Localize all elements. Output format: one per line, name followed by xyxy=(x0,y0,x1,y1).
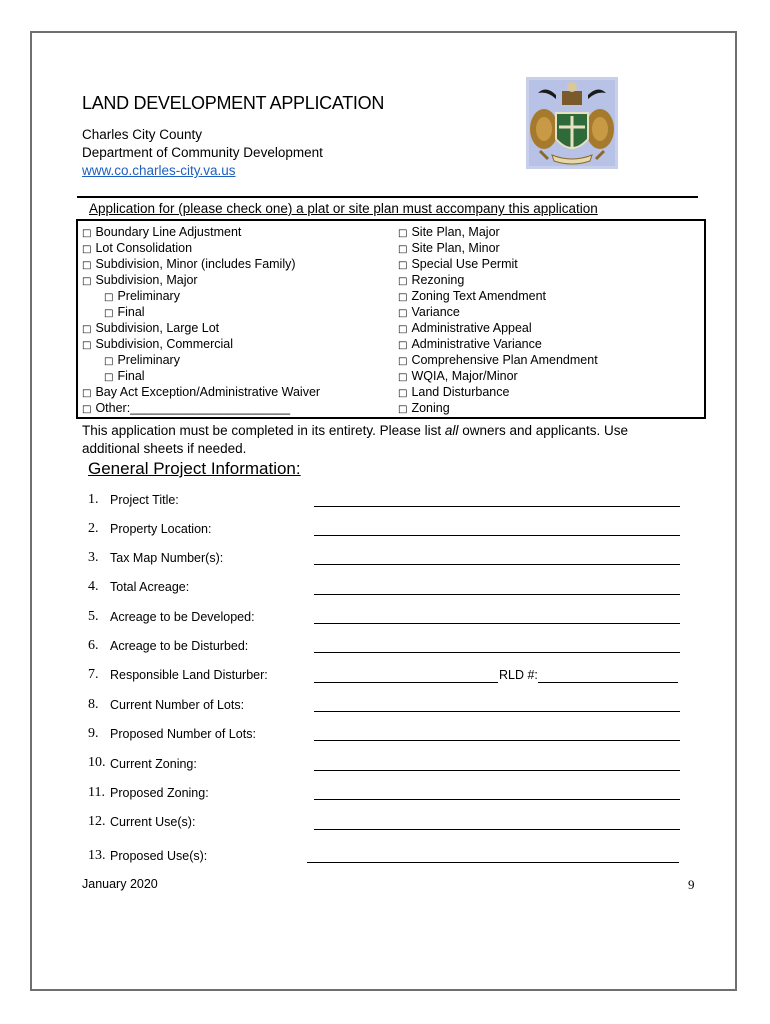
field-label-tax-map-number: Tax Map Number(s): xyxy=(110,551,224,565)
rld-number-label: RLD #: xyxy=(499,668,538,682)
option-commercial-final[interactable]: □ Final xyxy=(104,369,145,383)
field-label-current-zoning: Current Zoning: xyxy=(110,757,197,771)
checkbox[interactable]: □ xyxy=(398,276,408,287)
current-zoning-input[interactable] xyxy=(314,770,680,771)
field-label-total-acreage: Total Acreage: xyxy=(110,580,190,594)
option-special-use-permit[interactable]: □ Special Use Permit xyxy=(398,257,518,271)
rld-number-input[interactable] xyxy=(538,682,678,683)
checkbox[interactable]: □ xyxy=(82,340,92,351)
checkbox[interactable]: □ xyxy=(104,292,114,303)
field-number: 1. xyxy=(88,492,99,507)
option-other[interactable]: □ Other:_______________________ xyxy=(82,401,291,415)
checkbox[interactable]: □ xyxy=(398,356,408,367)
option-administrative-appeal[interactable]: □ Administrative Appeal xyxy=(398,321,532,335)
current-lots-input[interactable] xyxy=(314,711,680,712)
page-number: 9 xyxy=(688,877,695,892)
field-label-proposed-lots: Proposed Number of Lots: xyxy=(110,727,256,741)
property-location-input[interactable] xyxy=(314,535,680,536)
checkbox[interactable]: □ xyxy=(398,404,408,415)
tax-map-number-input[interactable] xyxy=(314,564,680,565)
checkbox[interactable]: □ xyxy=(398,372,408,383)
checkbox[interactable]: □ xyxy=(398,260,408,271)
instructions-text: This application must be completed in its entirety. Please list all owners and applicants. Use additional sheets if needed. xyxy=(82,423,629,456)
option-boundary-line-adjustment[interactable]: □ Boundary Line Adjustment xyxy=(82,225,242,239)
section-divider xyxy=(77,196,698,198)
option-site-plan-minor[interactable]: □ Site Plan, Minor xyxy=(398,241,500,255)
field-number: 4. xyxy=(88,579,99,594)
field-label-current-lots: Current Number of Lots: xyxy=(110,698,245,712)
county-seal-icon xyxy=(526,77,618,169)
option-subdivision-commercial[interactable]: □ Subdivision, Commercial xyxy=(82,337,234,351)
option-commercial-preliminary[interactable]: □ Preliminary xyxy=(104,353,180,367)
county-name: Charles City County xyxy=(82,127,203,142)
footer-date: January 2020 xyxy=(82,877,158,891)
proposed-lots-input[interactable] xyxy=(314,740,680,741)
field-label-acreage-developed: Acreage to be Developed: xyxy=(110,610,255,624)
proposed-uses-input[interactable] xyxy=(307,862,679,863)
acreage-disturbed-input[interactable] xyxy=(314,652,680,653)
checkbox[interactable]: □ xyxy=(398,388,408,399)
checkbox[interactable]: □ xyxy=(398,324,408,335)
field-number: 12. xyxy=(88,814,106,829)
proposed-zoning-input[interactable] xyxy=(314,799,680,800)
option-rezoning[interactable]: □ Rezoning xyxy=(398,273,465,287)
option-comprehensive-plan-amendment[interactable]: □ Comprehensive Plan Amendment xyxy=(398,353,598,367)
option-major-final[interactable]: □ Final xyxy=(104,305,145,319)
field-number: 11. xyxy=(88,785,105,800)
application-type-heading: Application for (please check one) a plat or site plan must accompany this application xyxy=(89,201,598,216)
option-administrative-variance[interactable]: □ Administrative Variance xyxy=(398,337,542,351)
field-number: 8. xyxy=(88,697,99,712)
option-subdivision-large-lot[interactable]: □ Subdivision, Large Lot xyxy=(82,321,220,335)
field-number: 10. xyxy=(88,755,106,770)
checkbox[interactable]: □ xyxy=(398,340,408,351)
option-zoning[interactable]: □ Zoning xyxy=(398,401,450,415)
checkbox[interactable]: □ xyxy=(398,228,408,239)
field-number: 13. xyxy=(88,848,106,863)
field-number: 3. xyxy=(88,550,99,565)
field-label-project-title: Project Title: xyxy=(110,493,179,507)
checkbox[interactable]: □ xyxy=(82,388,92,399)
field-label-acreage-disturbed: Acreage to be Disturbed: xyxy=(110,639,249,653)
option-variance[interactable]: □ Variance xyxy=(398,305,460,319)
project-title-input[interactable] xyxy=(314,506,680,507)
checkbox[interactable]: □ xyxy=(82,324,92,335)
checkbox[interactable]: □ xyxy=(398,292,408,303)
field-number: 6. xyxy=(88,638,99,653)
page-title: LAND DEVELOPMENT APPLICATION xyxy=(82,93,385,113)
option-wqia[interactable]: □ WQIA, Major/Minor xyxy=(398,369,518,383)
total-acreage-input[interactable] xyxy=(314,594,680,595)
checkbox[interactable]: □ xyxy=(398,244,408,255)
responsible-land-disturber-input[interactable] xyxy=(314,682,498,683)
current-uses-input[interactable] xyxy=(314,829,680,830)
checkbox[interactable]: □ xyxy=(104,308,114,319)
field-number: 9. xyxy=(88,726,99,741)
field-label-property-location: Property Location: xyxy=(110,522,212,536)
field-number: 7. xyxy=(88,667,99,682)
field-label-proposed-zoning: Proposed Zoning: xyxy=(110,786,209,800)
field-label-current-uses: Current Use(s): xyxy=(110,815,196,829)
option-subdivision-minor[interactable]: □ Subdivision, Minor (includes Family) xyxy=(82,257,296,271)
website-link[interactable]: www.co.charles-city.va.us xyxy=(82,163,236,178)
field-label-proposed-uses: Proposed Use(s): xyxy=(110,849,208,863)
checkbox[interactable]: □ xyxy=(104,372,114,383)
field-number: 2. xyxy=(88,521,99,536)
checkbox[interactable]: □ xyxy=(398,308,408,319)
option-site-plan-major[interactable]: □ Site Plan, Major xyxy=(398,225,500,239)
department-name: Department of Community Development xyxy=(82,145,323,160)
checkbox[interactable]: □ xyxy=(82,260,92,271)
option-subdivision-major[interactable]: □ Subdivision, Major xyxy=(82,273,198,287)
checkbox[interactable]: □ xyxy=(104,356,114,367)
field-label-responsible-land-disturber: Responsible Land Disturber: xyxy=(110,668,268,682)
option-major-preliminary[interactable]: □ Preliminary xyxy=(104,289,180,303)
option-land-disturbance[interactable]: □ Land Disturbance xyxy=(398,385,510,399)
checkbox[interactable]: □ xyxy=(82,404,92,415)
field-number: 5. xyxy=(88,609,99,624)
option-bay-act-exception[interactable]: □ Bay Act Exception/Administrative Waiver xyxy=(82,385,321,399)
checkbox[interactable]: □ xyxy=(82,244,92,255)
acreage-developed-input[interactable] xyxy=(314,623,680,624)
checkbox[interactable]: □ xyxy=(82,276,92,287)
option-lot-consolidation[interactable]: □ Lot Consolidation xyxy=(82,241,193,255)
checkbox[interactable]: □ xyxy=(82,228,92,239)
general-project-info-heading: General Project Information: xyxy=(88,459,301,478)
option-zoning-text-amendment[interactable]: □ Zoning Text Amendment xyxy=(398,289,547,303)
